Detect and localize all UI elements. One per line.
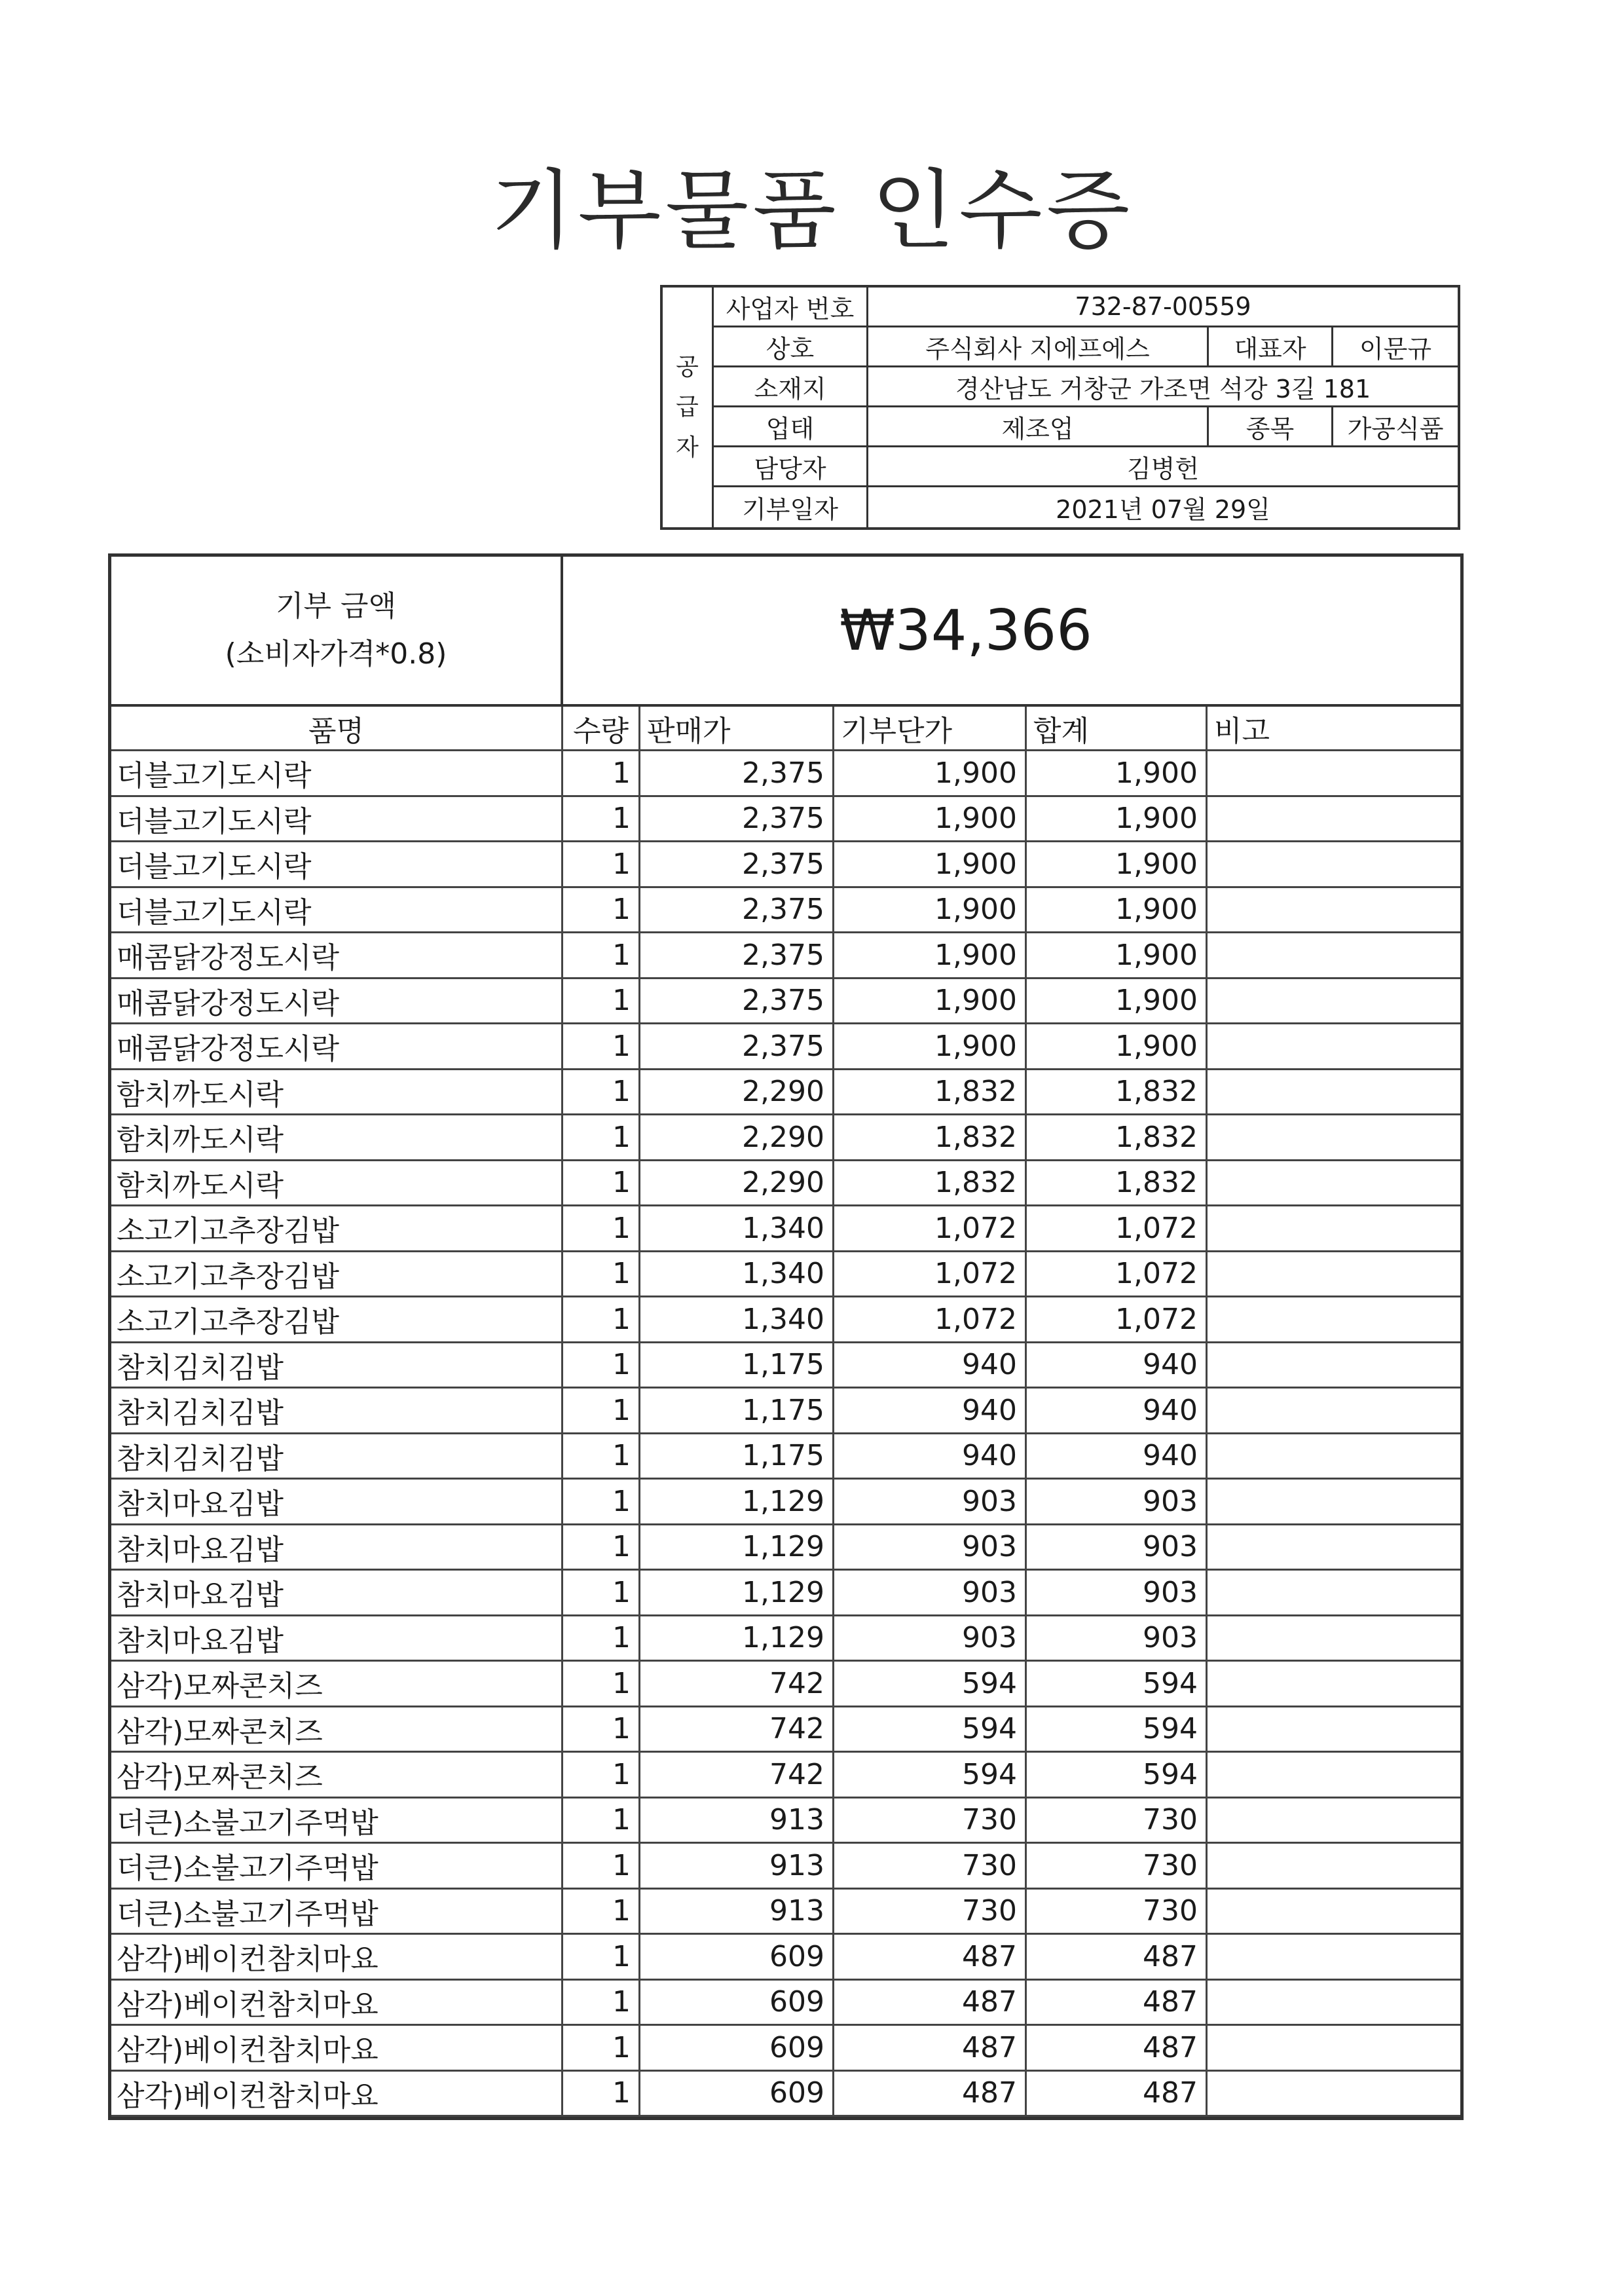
total-cell: 940	[1027, 1389, 1208, 1434]
quantity-cell: 1	[563, 1024, 640, 1070]
donation-unit-price-cell: 1,832	[834, 1161, 1027, 1207]
total-cell: 903	[1027, 1571, 1208, 1616]
quantity-cell: 1	[563, 1480, 640, 1525]
donation-unit-price-cell: 903	[834, 1616, 1027, 1662]
remarks-cell	[1208, 1115, 1460, 1161]
sale-price-cell: 609	[640, 2026, 834, 2072]
donation-unit-price-cell: 730	[834, 1799, 1027, 1844]
quantity-cell: 1	[563, 979, 640, 1025]
remarks-cell	[1208, 1070, 1460, 1116]
item-name-cell: 삼각)베이컨참치마요	[111, 1981, 563, 2026]
remarks-cell	[1208, 979, 1460, 1025]
supplier-field-label: 담당자	[714, 447, 868, 485]
remarks-cell	[1208, 1616, 1460, 1662]
donation-unit-price-cell: 1,832	[834, 1115, 1027, 1161]
remarks-cell	[1208, 1252, 1460, 1298]
total-cell: 1,072	[1027, 1252, 1208, 1298]
item-name-cell: 더블고기도시락	[111, 797, 563, 843]
total-cell: 940	[1027, 1434, 1208, 1480]
total-cell: 487	[1027, 2026, 1208, 2072]
donation-unit-price-cell: 487	[834, 2026, 1027, 2072]
sale-price-cell: 1,175	[640, 1343, 834, 1389]
total-cell: 1,832	[1027, 1161, 1208, 1207]
sale-price-cell: 913	[640, 1844, 834, 1890]
sale-price-cell: 2,375	[640, 751, 834, 797]
item-name-cell: 매콤닭강정도시락	[111, 1024, 563, 1070]
column-header-quantity: 수량	[563, 707, 640, 751]
sale-price-cell: 742	[640, 1707, 834, 1753]
quantity-cell: 1	[563, 1389, 640, 1434]
quantity-cell: 1	[563, 1981, 640, 2026]
column-header-remarks: 비고	[1208, 707, 1460, 751]
donation-unit-price-cell: 594	[834, 1707, 1027, 1753]
column-header-total: 합계	[1027, 707, 1208, 751]
supplier-side-label	[663, 288, 714, 527]
quantity-cell: 1	[563, 1890, 640, 1935]
supplier-row-business-type	[714, 407, 1458, 447]
sale-price-cell: 1,340	[640, 1206, 834, 1252]
supplier-row-contact	[714, 447, 1458, 487]
total-cell: 1,900	[1027, 797, 1208, 843]
remarks-cell	[1208, 1480, 1460, 1525]
donation-unit-price-cell: 487	[834, 1981, 1027, 2026]
item-name-cell: 매콤닭강정도시락	[111, 933, 563, 979]
remarks-cell	[1208, 1981, 1460, 2026]
quantity-cell: 1	[563, 2026, 640, 2072]
donation-unit-price-cell: 1,900	[834, 1024, 1027, 1070]
donation-unit-price-cell: 594	[834, 1662, 1027, 1707]
item-name-cell: 삼각)베이컨참치마요	[111, 1935, 563, 1981]
sale-price-cell: 2,375	[640, 933, 834, 979]
item-name-cell: 참치김치김밥	[111, 1389, 563, 1434]
donation-unit-price-cell: 1,072	[834, 1206, 1027, 1252]
total-cell: 1,900	[1027, 1024, 1208, 1070]
donation-unit-price-cell: 1,832	[834, 1070, 1027, 1116]
supplier-row-business-number	[714, 288, 1458, 327]
total-cell: 1,072	[1027, 1297, 1208, 1343]
item-name-cell: 삼각)베이컨참치마요	[111, 2072, 563, 2117]
supplier-field-value: 732-87-00559	[1075, 292, 1251, 321]
remarks-cell	[1208, 1206, 1460, 1252]
total-cell: 594	[1027, 1662, 1208, 1707]
item-name-cell: 매콤닭강정도시락	[111, 979, 563, 1025]
sale-price-cell: 2,375	[640, 979, 834, 1025]
remarks-cell	[1208, 842, 1460, 888]
item-name-cell: 더블고기도시락	[111, 842, 563, 888]
remarks-cell	[1208, 1935, 1460, 1981]
total-cell: 730	[1027, 1844, 1208, 1890]
supplier-field-label: 대표자	[1209, 327, 1333, 365]
sale-price-cell: 913	[640, 1890, 834, 1935]
total-cell: 1,900	[1027, 842, 1208, 888]
donation-unit-price-cell: 730	[834, 1844, 1027, 1890]
total-cell: 1,900	[1027, 979, 1208, 1025]
sale-price-cell: 742	[640, 1753, 834, 1799]
column-header-sale-price: 판매가	[640, 707, 834, 751]
sale-price-cell: 1,129	[640, 1480, 834, 1525]
total-cell: 1,900	[1027, 751, 1208, 797]
total-cell: 730	[1027, 1890, 1208, 1935]
remarks-cell	[1208, 1753, 1460, 1799]
remarks-cell	[1208, 1434, 1460, 1480]
total-cell: 594	[1027, 1707, 1208, 1753]
donation-table	[108, 553, 1464, 2120]
remarks-cell	[1208, 1297, 1460, 1343]
remarks-cell	[1208, 1571, 1460, 1616]
remarks-cell	[1208, 1707, 1460, 1753]
remarks-cell	[1208, 1389, 1460, 1434]
sale-price-cell: 609	[640, 1981, 834, 2026]
donation-amount-label-line2: (소비자가격*0.8)	[225, 637, 447, 671]
item-name-cell: 더큰)소불고기주먹밥	[111, 1890, 563, 1935]
item-name-cell: 삼각)모짜콘치즈	[111, 1753, 563, 1799]
supplier-field-label: 기부일자	[714, 487, 868, 527]
total-cell: 903	[1027, 1525, 1208, 1571]
item-name-cell: 삼각)모짜콘치즈	[111, 1707, 563, 1753]
donation-unit-price-cell: 1,072	[834, 1297, 1027, 1343]
supplier-row-donation-date	[714, 487, 1458, 527]
total-cell: 1,900	[1027, 888, 1208, 934]
item-name-cell: 삼각)베이컨참치마요	[111, 2026, 563, 2072]
item-name-cell: 소고기고추장김밥	[111, 1252, 563, 1298]
total-cell: 594	[1027, 1753, 1208, 1799]
supplier-field-label: 업태	[714, 407, 868, 445]
supplier-field-label: 종목	[1209, 407, 1333, 445]
quantity-cell: 1	[563, 1252, 640, 1298]
donation-amount-value: ₩34,366	[840, 597, 1092, 663]
supplier-field-label: 소재지	[714, 367, 868, 405]
item-name-cell: 더블고기도시락	[111, 888, 563, 934]
donation-amount-label	[111, 557, 563, 704]
item-name-cell: 더블고기도시락	[111, 751, 563, 797]
donation-unit-price-cell: 1,900	[834, 979, 1027, 1025]
quantity-cell: 1	[563, 751, 640, 797]
donation-unit-price-cell: 487	[834, 1935, 1027, 1981]
sale-price-cell: 1,175	[640, 1389, 834, 1434]
quantity-cell: 1	[563, 797, 640, 843]
remarks-cell	[1208, 888, 1460, 934]
total-cell: 1,900	[1027, 933, 1208, 979]
quantity-cell: 1	[563, 1070, 640, 1116]
remarks-cell	[1208, 2026, 1460, 2072]
supplier-field-value: 이문규	[1359, 334, 1432, 363]
supplier-info-box	[660, 285, 1460, 530]
donation-unit-price-cell: 940	[834, 1434, 1027, 1480]
remarks-cell	[1208, 797, 1460, 843]
supplier-field-value: 2021년 07월 29일	[1056, 495, 1270, 524]
item-name-cell: 함치까도시락	[111, 1115, 563, 1161]
sale-price-cell: 1,129	[640, 1525, 834, 1571]
sale-price-cell: 913	[640, 1799, 834, 1844]
donation-unit-price-cell: 903	[834, 1480, 1027, 1525]
sale-price-cell: 1,129	[640, 1571, 834, 1616]
item-name-cell: 참치마요김밥	[111, 1525, 563, 1571]
total-cell: 487	[1027, 1981, 1208, 2026]
item-name-cell: 참치마요김밥	[111, 1571, 563, 1616]
remarks-cell	[1208, 1525, 1460, 1571]
remarks-cell	[1208, 1799, 1460, 1844]
item-name-cell: 소고기고추장김밥	[111, 1206, 563, 1252]
total-cell: 903	[1027, 1616, 1208, 1662]
sale-price-cell: 1,340	[640, 1252, 834, 1298]
total-cell: 903	[1027, 1480, 1208, 1525]
item-name-cell: 함치까도시락	[111, 1161, 563, 1207]
quantity-cell: 1	[563, 1434, 640, 1480]
remarks-cell	[1208, 2072, 1460, 2117]
remarks-cell	[1208, 1662, 1460, 1707]
item-name-cell: 함치까도시락	[111, 1070, 563, 1116]
item-name-cell: 삼각)모짜콘치즈	[111, 1662, 563, 1707]
quantity-cell: 1	[563, 1662, 640, 1707]
donation-unit-price-cell: 1,900	[834, 751, 1027, 797]
quantity-cell: 1	[563, 1343, 640, 1389]
total-cell: 730	[1027, 1799, 1208, 1844]
donation-amount-row	[111, 557, 1460, 707]
supplier-field-value: 가공식품	[1347, 414, 1444, 443]
total-cell: 1,832	[1027, 1115, 1208, 1161]
supplier-field-label: 사업자 번호	[714, 288, 868, 326]
quantity-cell: 1	[563, 1206, 640, 1252]
quantity-cell: 1	[563, 1161, 640, 1207]
donation-amount-label-line1: 기부 금액	[275, 589, 396, 623]
quantity-cell: 1	[563, 1753, 640, 1799]
donation-unit-price-cell: 1,900	[834, 797, 1027, 843]
sale-price-cell: 742	[640, 1662, 834, 1707]
sale-price-cell: 2,290	[640, 1115, 834, 1161]
item-grid	[111, 707, 1460, 2117]
donation-unit-price-cell: 903	[834, 1571, 1027, 1616]
remarks-cell	[1208, 1343, 1460, 1389]
sale-price-cell: 2,375	[640, 888, 834, 934]
supplier-row-address	[714, 367, 1458, 407]
item-name-cell: 참치김치김밥	[111, 1434, 563, 1480]
supplier-field-value: 제조업	[868, 407, 1209, 445]
remarks-cell	[1208, 751, 1460, 797]
quantity-cell: 1	[563, 888, 640, 934]
supplier-side-char: 자	[676, 434, 699, 461]
sale-price-cell: 1,129	[640, 1616, 834, 1662]
quantity-cell: 1	[563, 1115, 640, 1161]
remarks-cell	[1208, 1890, 1460, 1935]
item-name-cell: 참치마요김밥	[111, 1480, 563, 1525]
total-cell: 487	[1027, 1935, 1208, 1981]
quantity-cell: 1	[563, 842, 640, 888]
donation-unit-price-cell: 487	[834, 2072, 1027, 2117]
donation-unit-price-cell: 940	[834, 1389, 1027, 1434]
donation-unit-price-cell: 1,072	[834, 1252, 1027, 1298]
sale-price-cell: 609	[640, 1935, 834, 1981]
remarks-cell	[1208, 1161, 1460, 1207]
donation-unit-price-cell: 1,900	[834, 842, 1027, 888]
quantity-cell: 1	[563, 1935, 640, 1981]
donation-unit-price-cell: 594	[834, 1753, 1027, 1799]
total-cell: 1,832	[1027, 1070, 1208, 1116]
donation-unit-price-cell: 940	[834, 1343, 1027, 1389]
supplier-side-char: 급	[676, 394, 699, 421]
quantity-cell: 1	[563, 1844, 640, 1890]
supplier-field-value: 김병헌	[1126, 454, 1200, 483]
column-header-item-name: 품명	[111, 707, 563, 751]
sale-price-cell: 1,175	[640, 1434, 834, 1480]
quantity-cell: 1	[563, 1707, 640, 1753]
supplier-field-value: 주식회사 지에프에스	[868, 327, 1209, 365]
item-name-cell: 참치김치김밥	[111, 1343, 563, 1389]
quantity-cell: 1	[563, 1616, 640, 1662]
supplier-side-char: 공	[676, 354, 699, 381]
total-cell: 940	[1027, 1343, 1208, 1389]
donation-unit-price-cell: 903	[834, 1525, 1027, 1571]
quantity-cell: 1	[563, 1297, 640, 1343]
remarks-cell	[1208, 933, 1460, 979]
column-header-donation-unit-price: 기부단가	[834, 707, 1027, 751]
remarks-cell	[1208, 1844, 1460, 1890]
sale-price-cell: 2,375	[640, 842, 834, 888]
donation-unit-price-cell: 1,900	[834, 888, 1027, 934]
item-name-cell: 더큰)소불고기주먹밥	[111, 1844, 563, 1890]
quantity-cell: 1	[563, 933, 640, 979]
sale-price-cell: 2,375	[640, 797, 834, 843]
quantity-cell: 1	[563, 1799, 640, 1844]
supplier-field-value: 경산남도 거창군 가조면 석강 3길 181	[955, 374, 1371, 403]
sale-price-cell: 2,375	[640, 1024, 834, 1070]
sale-price-cell: 2,290	[640, 1070, 834, 1116]
donation-unit-price-cell: 730	[834, 1890, 1027, 1935]
remarks-cell	[1208, 1024, 1460, 1070]
supplier-field-label: 상호	[714, 327, 868, 365]
sale-price-cell: 2,290	[640, 1161, 834, 1207]
quantity-cell: 1	[563, 2072, 640, 2117]
item-name-cell: 참치마요김밥	[111, 1616, 563, 1662]
total-cell: 1,072	[1027, 1206, 1208, 1252]
supplier-row-company	[714, 327, 1458, 367]
document-title: 기부물품 인수증	[490, 160, 1134, 261]
donation-unit-price-cell: 1,900	[834, 933, 1027, 979]
total-cell: 487	[1027, 2072, 1208, 2117]
sale-price-cell: 609	[640, 2072, 834, 2117]
item-name-cell: 소고기고추장김밥	[111, 1297, 563, 1343]
quantity-cell: 1	[563, 1525, 640, 1571]
item-name-cell: 더큰)소불고기주먹밥	[111, 1799, 563, 1844]
quantity-cell: 1	[563, 1571, 640, 1616]
sale-price-cell: 1,340	[640, 1297, 834, 1343]
